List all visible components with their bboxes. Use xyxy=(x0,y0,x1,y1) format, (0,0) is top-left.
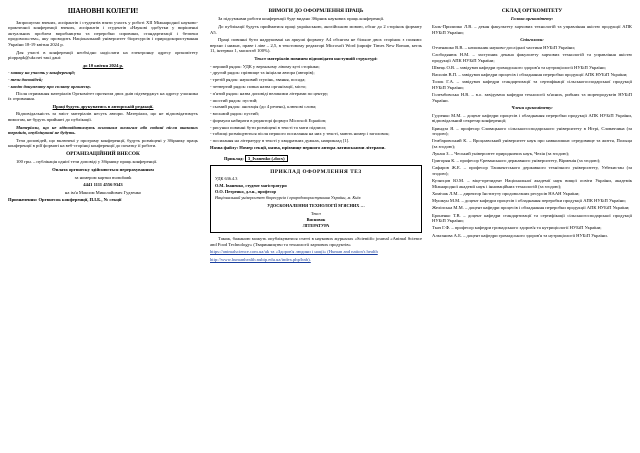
file-example xyxy=(224,155,422,162)
sample-organization: Національний університет біоресурсів і природокористування України, м. Київ xyxy=(215,195,361,201)
journals-text: Також, бажаною можуть опублікуватися статті в наукових журналах «Scientific journal «Animal Science and Food Technology» (Тваринництво та технології харчових продуктів» xyxy=(210,236,422,247)
structure-item: - третій рядок: науковий ступінь, звання, посада; xyxy=(210,77,306,83)
committee-member: Сафаров Ж.Е. – професор Ташкентського державного технічного університету, Узбекистан (за згодою); xyxy=(432,165,632,177)
committee-member: Швець О.В. – завідувач кафедри громадського здоров'я та нутриціології НУБіП України; xyxy=(432,64,606,70)
members-label: Члени оргкомітету: xyxy=(511,105,553,111)
fee-heading: ОРГАНІЗАЦІЙНИЙ ВНЕСОК xyxy=(66,150,140,157)
card-holder: на ім'я Максим Миколайович Гудзенко xyxy=(64,189,142,195)
sample-abstract-box xyxy=(210,165,422,233)
fee-text: 100 грн. – публікація однієї тези доповіді у Збірнику праць конференції. xyxy=(16,159,158,165)
committee-member: Бриндза Я. – професор Словацького сільськогосподарського університету в Нітрі, Словаччина (за згодою); xyxy=(432,125,632,137)
requirement-item-2: - тези доповідей; xyxy=(8,77,43,83)
file-name-rule: Назва файлу: Номер секції, назва, прізвище першого автора латинськими літерами. xyxy=(210,144,386,150)
payment-note: Оплата оргвнеску здійснюється перерахуванням xyxy=(52,167,154,173)
requirements-heading: ВИМОГИ ДО ОФОРМЛЕННЯ ПРАЦЬ xyxy=(268,8,364,14)
committee-member: Хомічак Л.М. – директор Інституту продовольчих ресурсів НААН України; xyxy=(432,191,580,197)
committee-member: Кузнєцов Ю.М. – віце-президент Національної академії наук вищої освіти України, академік Міжнародної академії наук і інноваційних технологій (за згодою); xyxy=(432,178,632,189)
journal-link-1[interactable]: https://animalscience.com.ua/uk та «Здоров'я людини і нації» (Human and nation's health xyxy=(210,249,378,255)
committee-member: Лукаш З. – Чеський університет природничих наук, Чехія (за згодою); xyxy=(432,151,570,157)
sample-title: ПРИКЛАД ОФОРМЛЕННЯ ТЕЗ xyxy=(270,169,362,176)
deadline: до 10 квітня 2024 р. xyxy=(82,62,124,68)
committee-member: Слободянюк Н.М. – заступник декана факультету харчових технологій та управління якістю продукції АПК НУБіП України; xyxy=(432,52,632,63)
committee-member: Мушкун М.М. – доцент кафедри процесів і обладнання переробки продукції АПК НУБіП України; xyxy=(432,198,626,204)
committee-member: Желіпська М.М. – доцент кафедри процесів і обладнання переробки продукції АПК НУБіП України; xyxy=(432,205,630,211)
structure-item: - таблиці розміщуються після першого посилання на них у тексті, мають номер і заголовок; xyxy=(210,131,390,137)
card-number: 4441 1111 4556 9343 xyxy=(83,182,123,188)
submission-paragraph: Для участі в конференції необхідно надіслати на електронну адресу оргкомітету pioppapk@ukr.net такі дані: xyxy=(8,49,198,61)
confirmation-paragraph: Після отримання матеріалів Оргкомітет протягом двох днів підтверджує на адресу учасника їх отримання. xyxy=(8,90,198,102)
structure-item: - перший рядок: УДК у верхньому лівому куті сторінки; xyxy=(210,63,320,69)
sample-text-label: Текст xyxy=(310,210,322,216)
author-edition-notice: Праці будуть друкуватись в авторській редакції. xyxy=(52,103,154,109)
requirement-item-1: - заявку на участь у конференції; xyxy=(8,70,76,76)
committee-member: Василів В.П. – завідувач кафедри процесів і обладнання переробки продукції АПК НУБіП України; xyxy=(432,71,628,77)
structure-item: - формули набирати в редакторі формул Microsoft Equation; xyxy=(210,117,327,123)
structure-item: - сьомий рядок: анотація (до 4 речень), ключові слова; xyxy=(210,104,317,110)
column-committee xyxy=(432,6,632,446)
column-invitation xyxy=(8,6,198,446)
committee-member: Гудзенко М.М. – доцент кафедри процесів і обладнання переробки продукції АПК НУБіП України, відповідальний секретар конференції; xyxy=(432,112,632,124)
committee-member: Голембовська Н.В. – в.о. завідувача кафедри технології м'ясних, рибних та морепродуктів НУБіП України. xyxy=(432,91,632,103)
committee-member: Броненко Т.В. – доцент кафедри стандартизації та сертифікації сільськогосподарської продукції НУБіП України; xyxy=(432,212,632,224)
structure-item: - восьмий рядок: пустий; xyxy=(210,111,260,117)
structure-item: - рисунки повинні бути розміщені в тексті та мати підписи; xyxy=(210,124,327,130)
structure-heading: Текст матеріалів повинен відповідати наступній структурі: xyxy=(254,56,378,62)
structure-item: - четвертий рядок: повна назва організації, місто; xyxy=(210,83,307,89)
committee-member: Гембаровський К. – Вроцлавський університет наук про навколишнє середовище та життя, Польща (за згодою); xyxy=(432,138,632,149)
structure-item: - посилання на літературу в тексті у квадратних дужках, наприклад [1]. xyxy=(210,138,350,144)
example-label: Приклад: xyxy=(224,155,244,161)
committee-member: Отченашко В.В. – начальник науково-дослідної частини НУБіП України; xyxy=(432,44,576,50)
chair-member: Баль-Прилипко Л.В. – декан факультету харчових технологій та управління якістю продукції АПК НУБіП України; xyxy=(432,24,632,35)
committee-member: Толок Г.А. – завідувач кафедри стандартизації та сертифікації сільськогосподарської продукції НУБіП України; xyxy=(432,79,632,90)
cochairs-label: Співголови: xyxy=(520,37,544,43)
rejection-warning: Матеріали, що не відповідатимуть основним вимогам або подані після вказаних термінів, опублікувані не будуть. xyxy=(8,124,198,136)
committee-member: Григорян К. – професор Єреванського державного університету, Вірменія (за згодою); xyxy=(432,158,601,164)
committee-heading: СКЛАД ОРГКОМІТЕТУ xyxy=(501,8,563,14)
requirements-p1: За підсумками роботи конференції буде видано Збірник наукових праць конференції. xyxy=(218,16,385,22)
chair-label: Голова оргкомітету: xyxy=(510,16,554,22)
structure-item: - п'ятий рядок: назва доповіді великими літерами по центру; xyxy=(210,90,329,96)
example-file-name: 3_Ivanenko (.docx) xyxy=(245,155,288,162)
greeting-heading: ШАНОВНІ КОЛЕГИ! xyxy=(67,7,139,15)
structure-item: - шостий рядок: пустий; xyxy=(210,97,258,103)
publication-paragraph: Тези доповідей, що включені у програму конференції, будуть розміщені у Збірнику праць конференції в pdf форматі на веб-сторінці конференції до початку її роботи. xyxy=(8,137,198,149)
requirements-p3: Праці повинні бути надруковані на аркуші формату А4 обсягом не більше двох сторінок з полями: верхнє і нижнє, праве і ліве – 2,5, в текстовому редакторі Microsoft Word (шрифт Times New Roman, кегль 11, інтервал 1, масштаб 100%). xyxy=(210,37,422,54)
sample-author-1: О.М. Іваненко, студент магістратури xyxy=(215,182,287,188)
sample-conclusions: Висновок xyxy=(306,216,326,222)
sample-udc: УДК 636.4.3 xyxy=(215,176,238,182)
sample-author-2: О.О. Петренко, д.т.н., професор xyxy=(215,188,277,194)
committee-member: Альтанова А.Б. – доцент кафедри громадського здоров'я та нутриціології НУБіП України. xyxy=(432,232,608,238)
journal-link-2[interactable]: http://www.humanhealth.nubip.edu.ua/index.php/hnh). xyxy=(210,257,311,263)
sample-paper-title: УДОСКОНАЛЕННЯ ТЕХНОЛОГІЇ М'ЯСНИХ … xyxy=(267,203,365,209)
requirement-item-3: - копію документу про сплату оргвнеску. xyxy=(8,83,91,89)
intro-paragraph: Запрошуємо вчених, аспірантів і студентів взяти участь у роботі XII Міжнародної науково-практичної конференції вчених, аспірантів і студентів «Наукові здобутки у вирішенні актуальних проблем виробництва та переробки сировини, стандартизації і безпеки продовольства», яку проводить Національний університет біоресурсів і природокористування України 18-19 квітня 2024 р. xyxy=(8,19,198,47)
column-requirements xyxy=(210,6,422,446)
responsibility-paragraph: Відповідальність за зміст матеріалів несуть автори. Матеріали, що не відповідатимуть вимогам, не будуть прийняті до публікації. xyxy=(8,111,198,122)
requirements-p2: До публікації будуть прийматися праці українською, англійською мовою, обсяг до 2 сторінок формату А5. xyxy=(210,24,422,35)
committee-member: Ткач Г.Ф. – професор кафедри громадського здоров'я та нутриціології НУБіП України; xyxy=(432,225,602,231)
payment-purpose: Призначення: Оргвнесок конференції, П.І.Б., № секції xyxy=(8,197,122,203)
sample-literature: ЛІТЕРАТУРА xyxy=(302,223,330,229)
structure-item: - другий рядок: прізвище та ініціали автора (авторів); xyxy=(210,70,315,76)
bank-line: за номером картки monobank xyxy=(74,174,132,180)
